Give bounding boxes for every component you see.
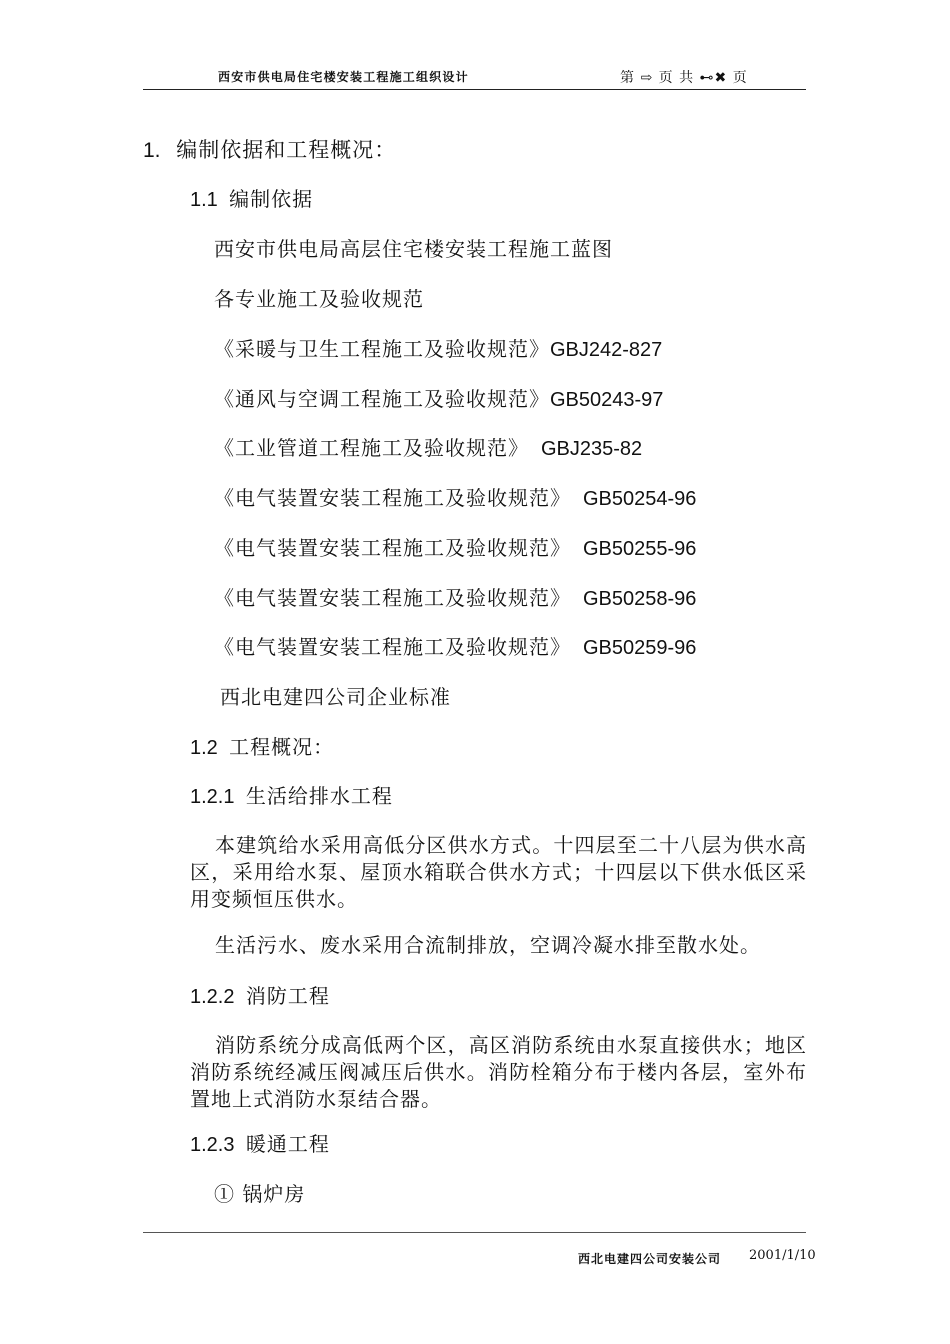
list-item <box>214 237 613 261</box>
reference-text: 《电气装置安装工程施工及验收规范》 <box>214 586 571 610</box>
drainage-paragraph: 生活污水、废水采用合流制排放，空调冷凝水排至散水处。 <box>215 933 761 957</box>
reference-text: 各专业施工及验收规范 <box>214 287 424 311</box>
footer-divider <box>143 1232 806 1233</box>
header-divider <box>143 89 806 90</box>
reference-text: 《工业管道工程施工及验收规范》 <box>214 436 529 460</box>
section-title: 工程概况： <box>229 735 335 759</box>
reference-text: 西北电建四公司企业标准 <box>220 685 451 709</box>
list-item <box>214 436 642 461</box>
section-number: 1. <box>143 139 161 162</box>
list-item <box>214 536 696 561</box>
standard-code: GB50258-96 <box>583 588 697 610</box>
list-item <box>214 387 663 412</box>
section-1-2-3-heading <box>190 1132 330 1157</box>
section-number: 1.1 <box>190 189 218 211</box>
section-title: 编制依据和工程概况： <box>176 138 397 162</box>
section-1-2-heading <box>190 735 334 760</box>
standard-code: GB50254-96 <box>583 488 697 510</box>
section-number: 1.2.2 <box>190 986 235 1008</box>
reference-text: 西安市供电局高层住宅楼安装工程施工蓝图 <box>214 237 613 261</box>
list-item <box>220 685 451 709</box>
reference-text: 《电气装置安装工程施工及验收规范》 <box>214 536 571 560</box>
section-number: 1.2.3 <box>190 1134 235 1156</box>
list-item <box>214 635 696 660</box>
section-title: 编制依据 <box>229 187 314 211</box>
section-1-2-1-heading <box>190 784 393 809</box>
section-number: 1.2.1 <box>190 786 235 808</box>
boiler-room-item: ① 锅炉房 <box>214 1182 306 1206</box>
footer-date: 2001/1/10 <box>749 1248 816 1263</box>
fire-protection-paragraph: 消防系统分成高低两个区，高区消防系统由水泵直接供水；地区消防系统经减压阀减压后供水。消防栓箱分布于楼内各层，室外布置地上式消防水泵结合器。 <box>190 1033 807 1111</box>
section-1-heading <box>143 138 396 163</box>
list-item <box>214 337 662 362</box>
section-1-1-heading <box>190 187 313 212</box>
water-supply-paragraph: 本建筑给水采用高低分区供水方式。十四层至二十八层为供水高区，采用给水泵、屋顶水箱联合供水方式；十四层以下供水低区采用变频恒压供水。 <box>190 833 807 911</box>
reference-text: 《电气装置安装工程施工及验收规范》 <box>214 486 571 510</box>
standard-code: GBJ235-82 <box>541 438 643 460</box>
list-item <box>214 287 424 311</box>
standard-code: GB50255-96 <box>583 538 697 560</box>
footer-company: 西北电建四公司安装公司 <box>578 1252 722 1266</box>
reference-text: 《采暖与卫生工程施工及验收规范》 <box>214 337 550 361</box>
list-item <box>214 586 696 611</box>
reference-text: 《通风与空调工程施工及验收规范》 <box>214 387 550 411</box>
section-1-2-2-heading <box>190 984 330 1009</box>
standard-code: GB50259-96 <box>583 637 697 659</box>
reference-text: 《电气装置安装工程施工及验收规范》 <box>214 635 571 659</box>
section-title: 暖通工程 <box>245 1132 330 1156</box>
list-item <box>214 486 696 511</box>
section-title: 生活给排水工程 <box>245 784 393 808</box>
header-page-number: 第 ⇨ 页 共 ⊷✖ 页 <box>620 70 748 86</box>
header-title: 西安市供电局住宅楼安装工程施工组织设计 <box>218 70 469 84</box>
section-title: 消防工程 <box>245 984 330 1008</box>
standard-code: GBJ242-827 <box>550 339 663 361</box>
section-number: 1.2 <box>190 737 218 759</box>
standard-code: GB50243-97 <box>550 389 664 411</box>
